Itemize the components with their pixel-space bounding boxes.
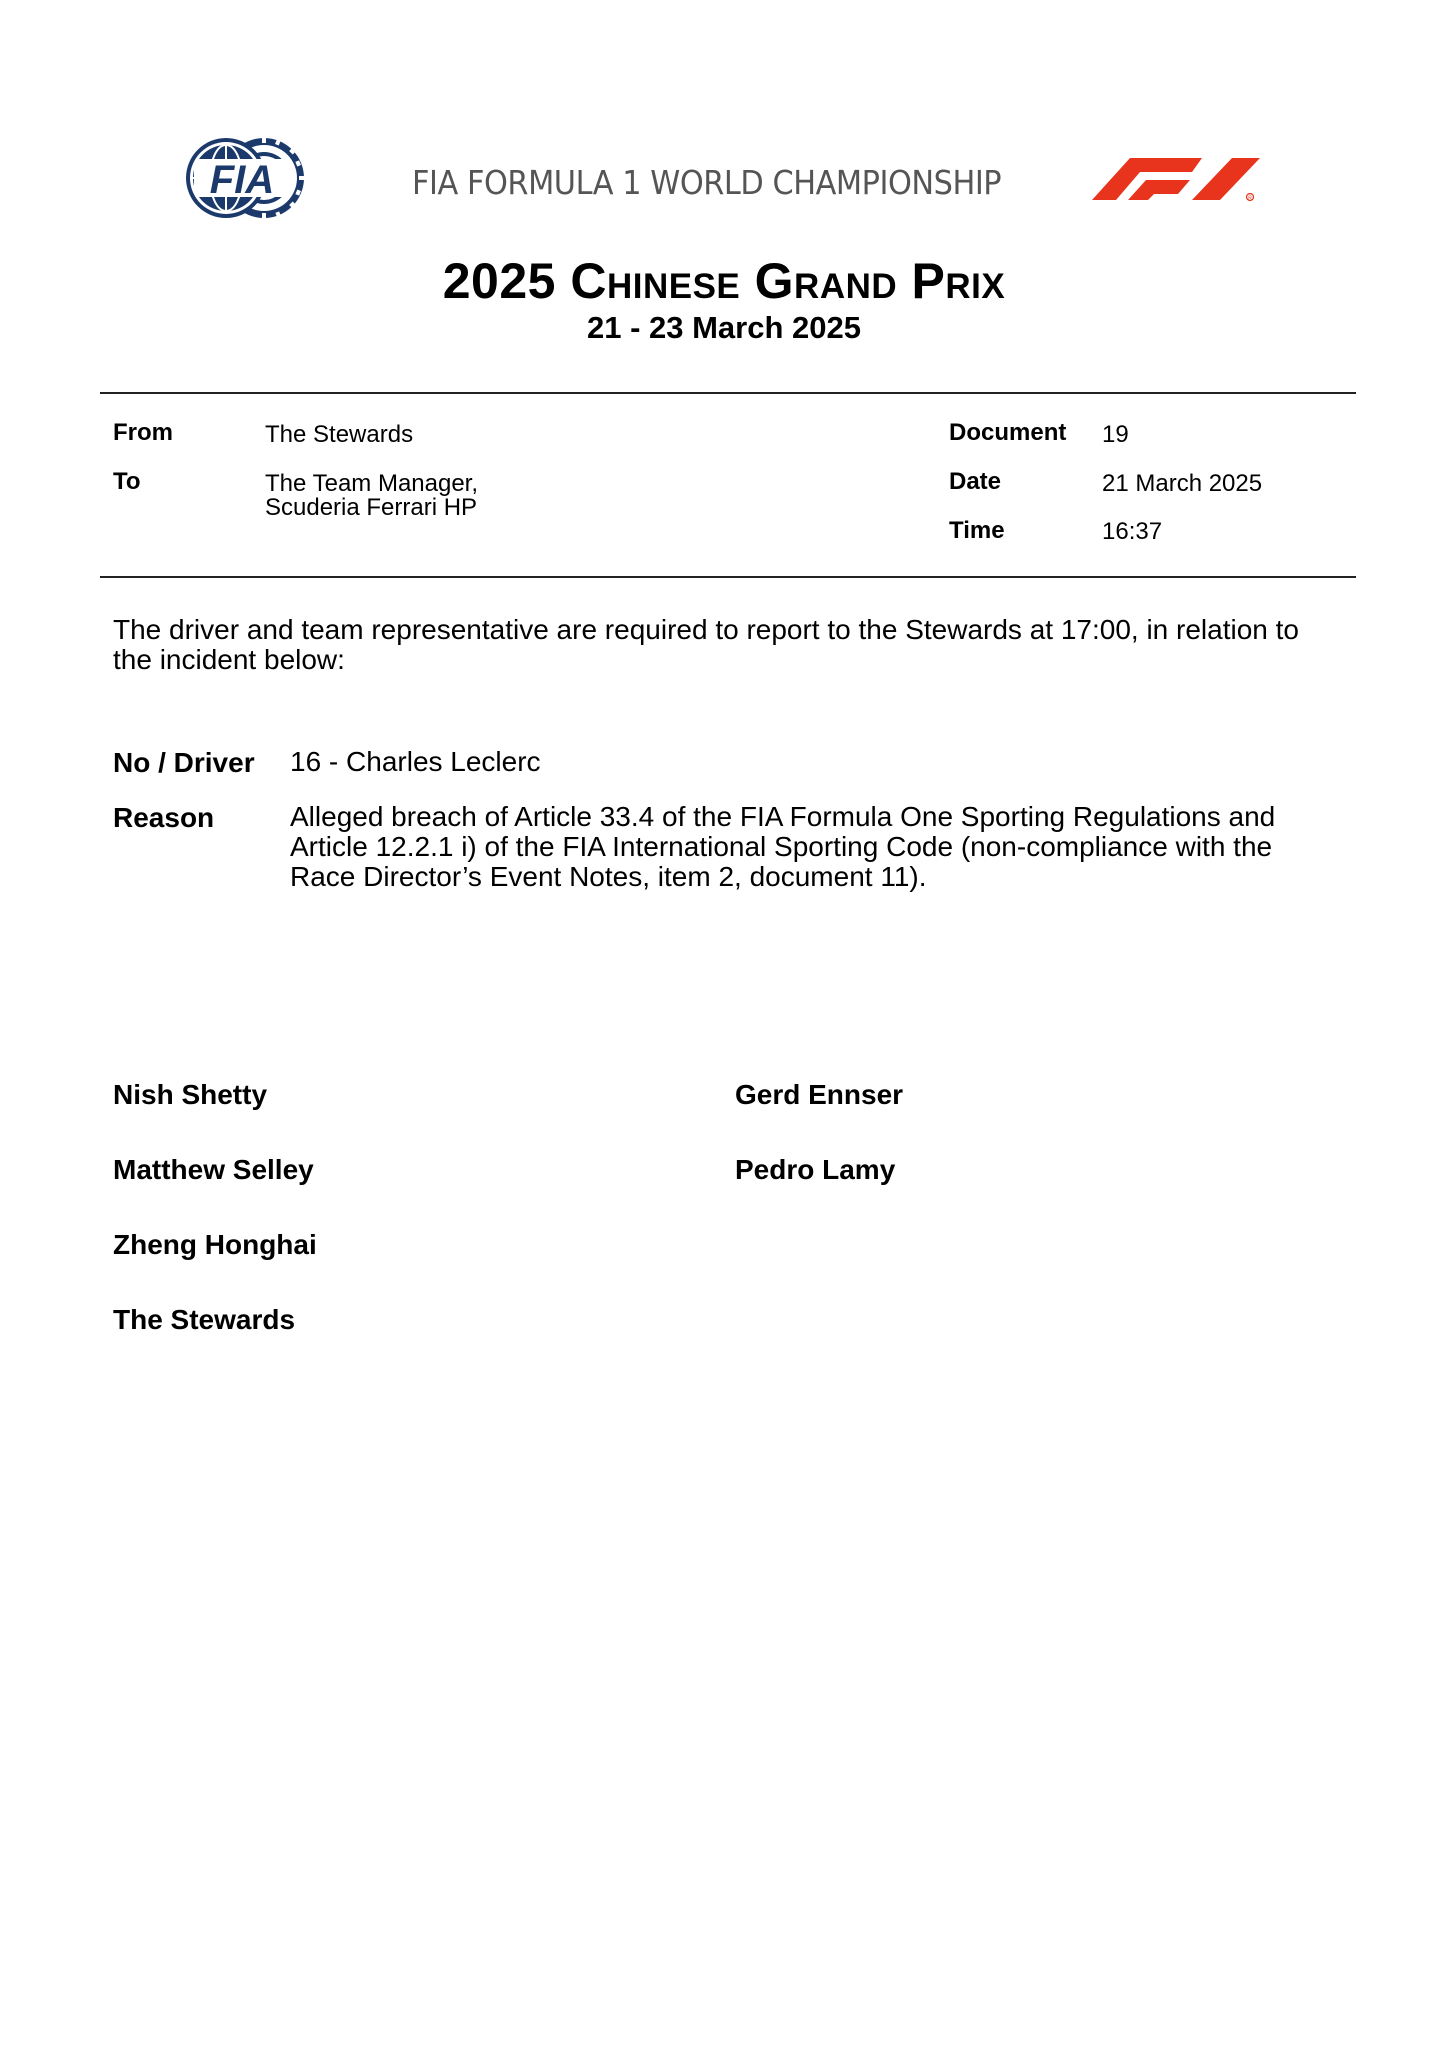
time-label: Time: [949, 517, 1005, 544]
to-label: To: [113, 468, 141, 495]
championship-title: FIA FORMULA 1 WORLD CHAMPIONSHIP: [412, 163, 1002, 202]
steward-name: Pedro Lamy: [735, 1154, 896, 1185]
steward-name: Gerd Ennser: [735, 1079, 904, 1110]
to-value-line1: The Team Manager,: [265, 470, 479, 497]
document-label: Document: [949, 419, 1067, 446]
summons-text: The driver and team representative are required to report to the Stewards at 17:00, in relation to the incident below:: [113, 614, 1299, 675]
date-label: Date: [949, 468, 1002, 495]
fia-logo: [184, 135, 310, 221]
steward-name: Matthew Selley: [113, 1154, 314, 1185]
driver-value: 16 - Charles Leclerc: [290, 746, 541, 777]
svg-text:R: R: [1248, 195, 1252, 202]
event-title: 2025 Chinese Grand Prix: [442, 253, 1006, 309]
top-divider: [100, 392, 1356, 394]
f1-logo-label: F1: [1092, 150, 1094, 151]
to-value-line2: Scuderia Ferrari HP: [265, 494, 478, 521]
date-value: 21 March 2025: [1102, 470, 1263, 497]
fia-logo-text: FIA: [209, 158, 275, 202]
from-value: The Stewards: [265, 421, 414, 448]
f1-logo: [1092, 150, 1272, 206]
from-label: From: [113, 419, 173, 446]
event-dates: 21 - 23 March 2025: [586, 310, 861, 345]
reason-value: Alleged breach of Article 33.4 of the FIA Formula One Sporting Regulations and Article 12.2.1 i) of the FIA International Sporting Code (non-compliance with the Race Director’s Event Notes, item 2, document 11).: [290, 801, 1276, 892]
bottom-divider: [100, 576, 1356, 578]
steward-name: Zheng Honghai: [113, 1229, 317, 1260]
stewards-signoff: The Stewards: [113, 1304, 296, 1335]
time-value: 16:37: [1102, 518, 1163, 545]
document-value: 19: [1102, 421, 1129, 448]
reason-label: Reason: [113, 802, 215, 833]
driver-label: No / Driver: [113, 747, 255, 778]
steward-name: Nish Shetty: [113, 1079, 268, 1110]
